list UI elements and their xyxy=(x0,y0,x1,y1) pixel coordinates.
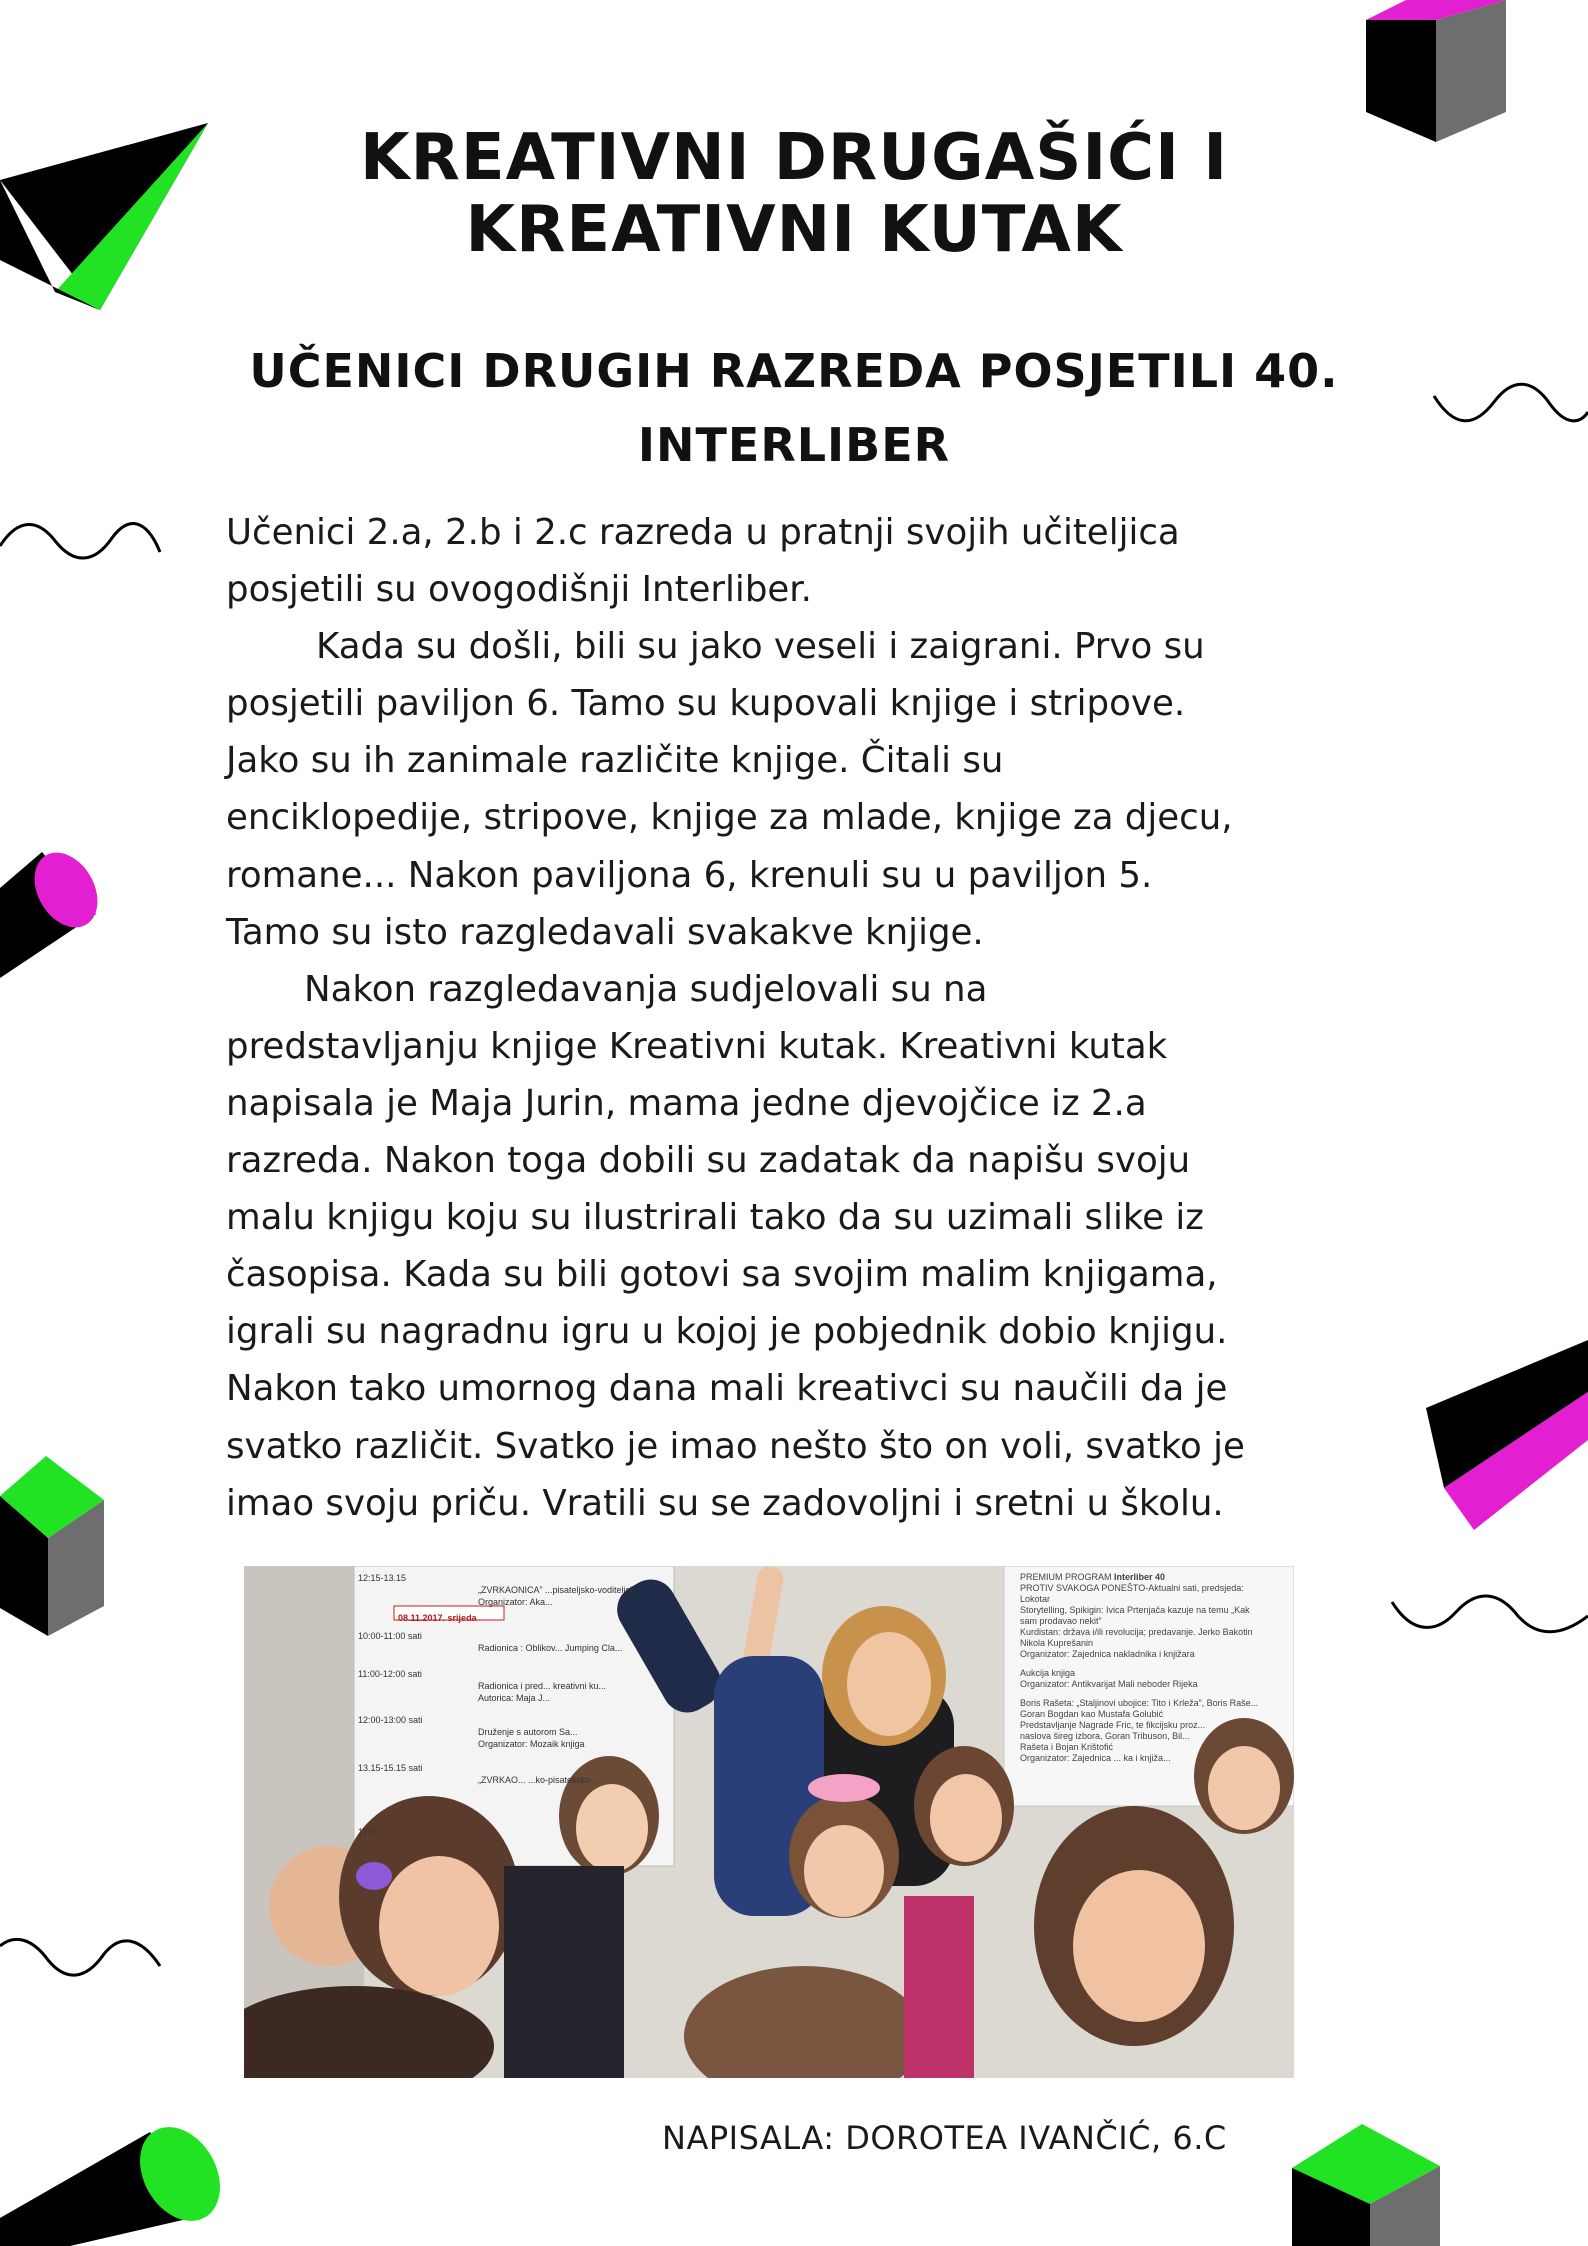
poster-time: 10:00-11:00 sati xyxy=(358,1631,422,1641)
article-line: Nakon tako umornog dana mali kreativci su naučili da je xyxy=(226,1368,1228,1410)
article-line: razreda. Nakon toga dobili su zadatak da napišu svoju xyxy=(226,1140,1191,1182)
page-title xyxy=(250,122,1338,266)
article-line: igrali su nagradnu igru u kojoj je pobjednik dobio knjigu. xyxy=(226,1311,1228,1353)
article-line: Učenici 2.a, 2.b i 2.c razreda u pratnji svojih učiteljica xyxy=(226,512,1180,553)
poster-line: sam prodavao nekit” xyxy=(1020,1616,1102,1626)
poster-line: Goran Bogdan kao Mustafa Golubić xyxy=(1020,1709,1164,1719)
article-line: imao svoju priču. Vratili su se zadovoljni i sretni u školu. xyxy=(226,1482,1224,1524)
poster-line: Organizator: Zajednica ... ka i knjiža... xyxy=(1020,1753,1171,1763)
poster-line: Aukcija knjiga xyxy=(1020,1668,1076,1678)
poster-line: Lokotar xyxy=(1020,1594,1051,1604)
event-photo xyxy=(244,1566,1294,2078)
article-line: posjetili su ovogodišnji Interliber. xyxy=(226,569,812,611)
poster-time: 12:15-13.15 xyxy=(358,1573,407,1583)
article-line: enciklopedije, stripove, knjige za mlade, knjige za djecu, xyxy=(226,797,1233,839)
article-line: napisala je Maja Jurin, mama jedne djevojčice iz 2.a xyxy=(226,1082,1147,1124)
title-line-1: KREATIVNI DRUGAŠIĆI I xyxy=(359,121,1229,195)
subtitle-line-1: UČENICI DRUGIH RAZREDA POSJETILI 40. xyxy=(249,344,1339,398)
left-cube-green-shape xyxy=(0,1456,108,1636)
poster-event: Radionica : Oblikov... Jumping Cla... xyxy=(478,1643,623,1653)
poster-right-text xyxy=(1020,1572,1290,1764)
poster-event: Autorica: Maja J... xyxy=(478,1693,551,1703)
right-triangle-magenta-shape xyxy=(1424,1340,1588,1530)
wave-left-bottom-icon xyxy=(0,1932,162,1982)
article-line: predstavljanju knjige Kreativni kutak. Kreativni kutak xyxy=(226,1025,1168,1067)
poster-line: Organizator: Antikvarijat Mali neboder Rijeka xyxy=(1020,1679,1198,1689)
top-left-triangle-shape xyxy=(0,120,212,315)
article-subtitle xyxy=(200,334,1388,482)
wave-right-middle-icon xyxy=(1390,1590,1588,1640)
article-line: posjetili paviljon 6. Tamo su kupovali knjige i stripove. xyxy=(226,683,1186,725)
poster-line: Storytelling, Spikigin: Ivica Prtenjača kazuje na temu „Kak xyxy=(1020,1605,1250,1615)
article-line: malu knjigu koju su ilustrirali tako da su uzimali slike iz xyxy=(226,1197,1204,1239)
title-line-2: KREATIVNI KUTAK xyxy=(465,193,1123,267)
poster-line: Rašeta i Bojan Krištofić xyxy=(1020,1742,1114,1752)
article-line: Kada su došli, bili su jako veseli i zaigrani. Prvo su xyxy=(316,626,1205,668)
poster-line: Kurdistan: država i/ili revolucija; predavanje. Jerko Bakotin xyxy=(1020,1627,1253,1637)
poster-event: Druženje s autorom Sa... xyxy=(478,1727,578,1737)
article-line: Nakon razgledavanja sudjelovali su na xyxy=(304,968,988,1010)
article-line: Jako su ih zanimale različite knjige. Čitali su xyxy=(226,740,1004,782)
poster-event: „ZVRKAO... ...ko-pisateljsko-... xyxy=(478,1775,601,1785)
article-body xyxy=(226,504,1386,1532)
article-line: časopisa. Kada su bili gotovi sa svojim malim knjigama, xyxy=(226,1254,1218,1296)
bottom-right-cube-green-shape xyxy=(1292,2124,1442,2246)
poster-line: Boris Rašeta: „Staljinovi ubojice: Tito i Krleža”, Boris Raše... xyxy=(1020,1698,1259,1708)
poster-time: 17:0... xyxy=(358,1827,384,1837)
poster-time: 13.15-15.15 sati xyxy=(358,1763,423,1773)
subtitle-line-2: INTERLIBER xyxy=(637,418,951,472)
bottom-left-cylinder-green-shape xyxy=(0,2126,228,2246)
article-line: romane... Nakon paviljona 6, krenuli su u paviljon 5. xyxy=(226,854,1153,896)
poster-time: 12:00-13:00 sati xyxy=(358,1715,423,1725)
wave-left-top-icon xyxy=(0,512,162,562)
poster-line: Organizator: Zajednica nakladnika i knjižara xyxy=(1020,1649,1195,1659)
top-right-cube-shape xyxy=(1366,0,1506,142)
poster-program-label: PREMIUM PROGRAM xyxy=(1020,1572,1112,1582)
poster-line: naslova šireg izbora, Goran Tribuson, Bil... xyxy=(1020,1731,1190,1741)
poster-line: Nikola Kuprešanin xyxy=(1020,1638,1094,1648)
article-line: svatko različit. Svatko je imao nešto što on voli, svatko je xyxy=(226,1425,1245,1467)
poster-event: Organizator: Aka... xyxy=(478,1597,553,1607)
poster-event: Radionica i pred... kreativni ku... xyxy=(478,1681,607,1691)
poster-event: „ZVRKAONICA” ...pisateljsko-voditeljsk... xyxy=(478,1585,643,1595)
poster-left-text xyxy=(358,1572,668,1838)
poster-date: 08.11.2017. srijeda xyxy=(398,1613,477,1623)
article-line: Tamo su isto razgledavali svakakve knjige. xyxy=(226,911,984,953)
poster-program xyxy=(1020,1572,1290,1583)
poster-time: 11:00-12:00 sati xyxy=(358,1669,422,1679)
poster-line: PROTIV SVAKOGA PONEŠTO-Aktualni sati, predsjeda: xyxy=(1020,1583,1244,1593)
wave-right-top-icon xyxy=(1432,382,1588,432)
left-cylinder-magenta-shape xyxy=(0,848,100,978)
author-credit: NAPISALA: DOROTEA IVANČIĆ, 6.C xyxy=(662,2119,1227,2157)
poster-event: Organizator: Mozaik knjiga xyxy=(478,1739,585,1749)
interliber-logo: Interliber 40 xyxy=(1114,1572,1166,1582)
poster-line: Predstavljanje Nagrade Fric, te fikcijsku proz... xyxy=(1020,1720,1206,1730)
